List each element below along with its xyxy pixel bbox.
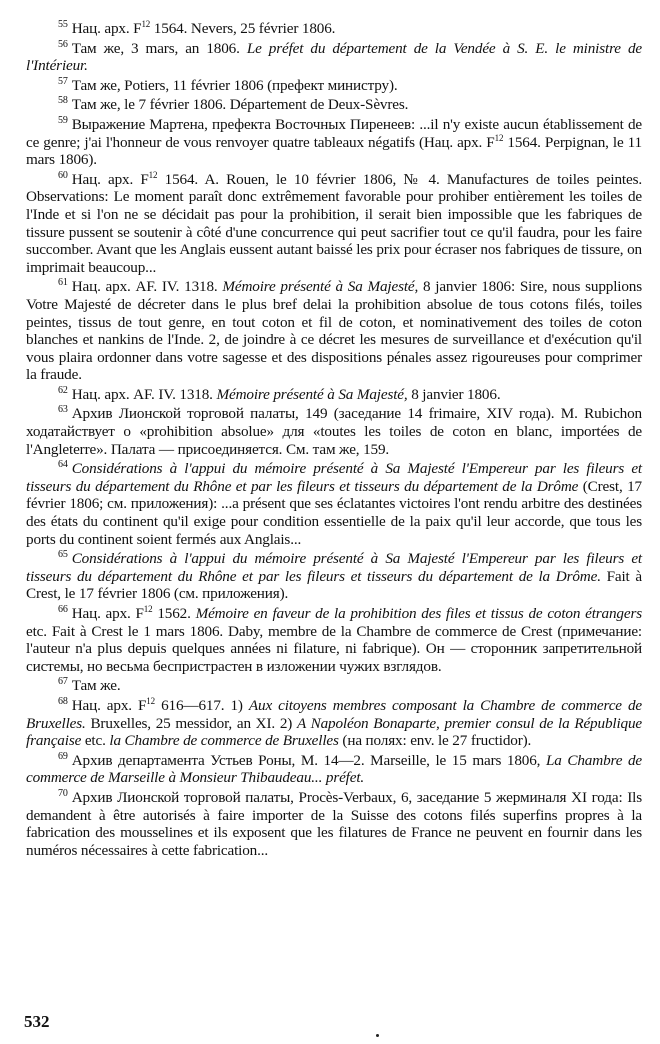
italic-text: Aux citoyens membres composant la Chambre de commerce de Bruxelles. (26, 696, 642, 732)
superscript: 12 (148, 169, 158, 180)
text: Выражение Мартена, префекта Восточных Пиренеев: ...il n'y existe aucun établissement de ce genre; j'ai l'honneur de vous renvoyer quatre tableaux négatifs (Нац. арх. F (26, 115, 642, 151)
footnote-number: 66 (58, 603, 68, 615)
footnote-64 (26, 460, 642, 548)
footnote-58 (26, 96, 642, 114)
italic-text: A Napoléon Bonaparte, premier consul de la République française (26, 714, 643, 750)
text: Там же, le 7 février 1806. Département de Deux-Sèvres. (71, 96, 409, 114)
footnote-number: 59 (58, 114, 68, 126)
superscript: 12 (141, 18, 151, 29)
footnote-59 (26, 116, 642, 169)
footnote-68 (26, 697, 642, 750)
text: Там же, 3 mars, an 1806. (71, 39, 247, 57)
footnote-55 (26, 20, 642, 38)
italic-text: La Chambre de commerce de Marseille à Monsieur Thibaudeau... préfet. (26, 751, 642, 787)
footnote-number: 67 (58, 676, 68, 688)
footnote-number: 69 (58, 750, 68, 762)
text: Нац. арх. AF. IV. 1318. (71, 278, 223, 296)
text: Нац. арх. F (71, 20, 142, 37)
text: (на полях: env. le 27 fructidor). (338, 732, 532, 750)
text: 8 janvier 1806. (407, 385, 501, 403)
italic-text: Mémoire présenté à Sa Majesté, (222, 278, 419, 296)
text: 1564. Perpignan, le 11 mars 1806). (26, 133, 642, 169)
footnote-67 (26, 677, 642, 695)
footnote-number: 65 (58, 549, 68, 561)
footnotes-block (26, 20, 642, 861)
italic-text: Considérations à l'appui du mémoire présenté à Sa Majesté l'Empereur par les fileurs et tisseurs du département du Rhône et par les fileurs et tisseurs du département de la Drôme. (26, 550, 642, 585)
footnote-61 (26, 278, 642, 384)
footnote-number: 61 (58, 277, 68, 289)
text: Bruxelles, 25 messidor, an XI. 2) (85, 714, 297, 732)
footnote-65 (26, 550, 642, 603)
text: 1562. (152, 605, 196, 622)
text: Архив департамента Устьев Роны, M. 14—2. Marseille, le 15 mars 1806, (71, 751, 546, 769)
italic-text: Considérations à l'appui du mémoire présenté à Sa Majesté l'Empereur par les fileurs et tisseurs du département du Rhône et par les fileurs et tisseurs du département de la Drôme (26, 460, 642, 495)
text: (Crest, 17 février 1806; см. приложения): ...a présent que ses éclatantes victoires l'ont rendu arbitre des destinées des états du continent qu'il exige pour condition essentielle de la paix qu'il leur accorde, que tous les ports du continent soient fermés aux Anglais... (26, 477, 642, 548)
footnote-number: 57 (58, 75, 68, 87)
text: Архив Лионской торговой палаты, 149 (заседание 14 frimaire, XIV года). M. Rubichon ходатайствует о «prohibition absolue» для «toutes les toiles de coton en blanc, importées de l'Angleterre». Палата — присоединяется. См. там же, 159. (26, 405, 642, 458)
footnote-number: 68 (58, 695, 68, 707)
footnote-number: 70 (58, 787, 68, 799)
footnote-70 (26, 789, 642, 859)
superscript: 12 (146, 695, 155, 706)
footnote-60 (26, 171, 642, 277)
italic-text: Le préfet du département de la Vendée à S. E. le ministre de l'Intérieur. (26, 39, 642, 75)
footnote-63 (26, 405, 642, 458)
italic-text: Mémoire présenté à Sa Majesté, (216, 385, 408, 403)
footnote-66 (26, 605, 642, 675)
text: Нац. арх. F (71, 605, 144, 622)
footnote-number: 64 (58, 459, 68, 471)
text: Нац. арх. F (71, 696, 147, 714)
footnote-62 (26, 386, 642, 404)
text: Там же, Potiers, 11 février 1806 (префект министру). (71, 76, 398, 94)
text: 8 janvier 1806: Sire, nous supplions Votre Majesté de décreter dans le plus bref delai la prohibition absolue de tous cotons filés, toiles peintes, tissus de tout genre, en tout coton et fil de coton, et nominativement des toiles de coton blanches et nankins de l'Inde. 2, de joindre à ce décret les mesures de surveillance et d'exécution qu'il vous plaira ordonner dans votre sagesse et des dispositions pénales assez rigoureuses pour comprimer la fraude. (26, 278, 642, 384)
text: Архив Лионской торговой палаты, Procès-Verbaux, 6, заседание 5 жерминаля XI года: Ils demandent à être autorisés à faire importer de la Suisse des cotons filés superfins propres à la fabrication des mousselines et ils exposent que les filatures de France ne peuvent en fournir dans les numéros nécessaires à cette fabrication... (26, 788, 642, 859)
footnote-number: 62 (58, 384, 68, 396)
text: 616—617. 1) (155, 696, 249, 714)
superscript: 12 (143, 603, 153, 614)
text: Нац. арх. F (71, 170, 149, 188)
text: 1564. Nevers, 25 février 1806. (150, 20, 336, 37)
footnote-56 (26, 40, 642, 75)
text: 1564. A. Rouen, le 10 février 1806, № 4. Manufactures de toiles peintes. Observations: Le moment paraît donc extrêmement favorable pour prohiber entièrement les toiles de l'Inde et si l'on ne se décidait pas pour la prohibition, il serait bien impossible que les fabriques de tissure pussent se soutenir à côté d'une concurrence qui peut sacrifier tout ce qu'il faudra, pour les faire succomber. Avant que les Anglais eussent autant baissé les prix pour écraser nos fabriques de tissure, on imprimait beaucoup... (26, 170, 642, 276)
italic-text: la Chambre de commerce de Bruxelles (109, 732, 339, 750)
page-number: 532 (24, 1012, 50, 1031)
footnote-number: 55 (58, 18, 68, 30)
text: Там же. (71, 677, 121, 695)
text: Нац. арх. AF. IV. 1318. (71, 385, 217, 403)
text: etc. Fait à Crest le 1 mars 1806. Daby, membre de la Chambre de commerce de Crest (примечание: l'auteur n'a plus depuis quelques années ni filature, ni fabrique). Он — сторонник запретительной системы, но весьма беспристрастен в изложении чужих взглядов. (26, 622, 642, 675)
text: Fait à Crest, le 17 février 1806 (см. приложения). (26, 567, 642, 603)
footnote-number: 63 (58, 404, 68, 416)
footnote-69 (26, 752, 642, 787)
print-mark (376, 1034, 379, 1037)
italic-text: Mémoire en faveur de la prohibition des files et tissus de coton étrangers (195, 605, 642, 622)
footnote-57 (26, 77, 642, 95)
superscript: 12 (494, 132, 504, 143)
text: etc. (81, 732, 110, 750)
footnote-number: 56 (58, 38, 68, 50)
footnote-number: 60 (58, 169, 68, 181)
footnote-number: 58 (58, 95, 68, 107)
